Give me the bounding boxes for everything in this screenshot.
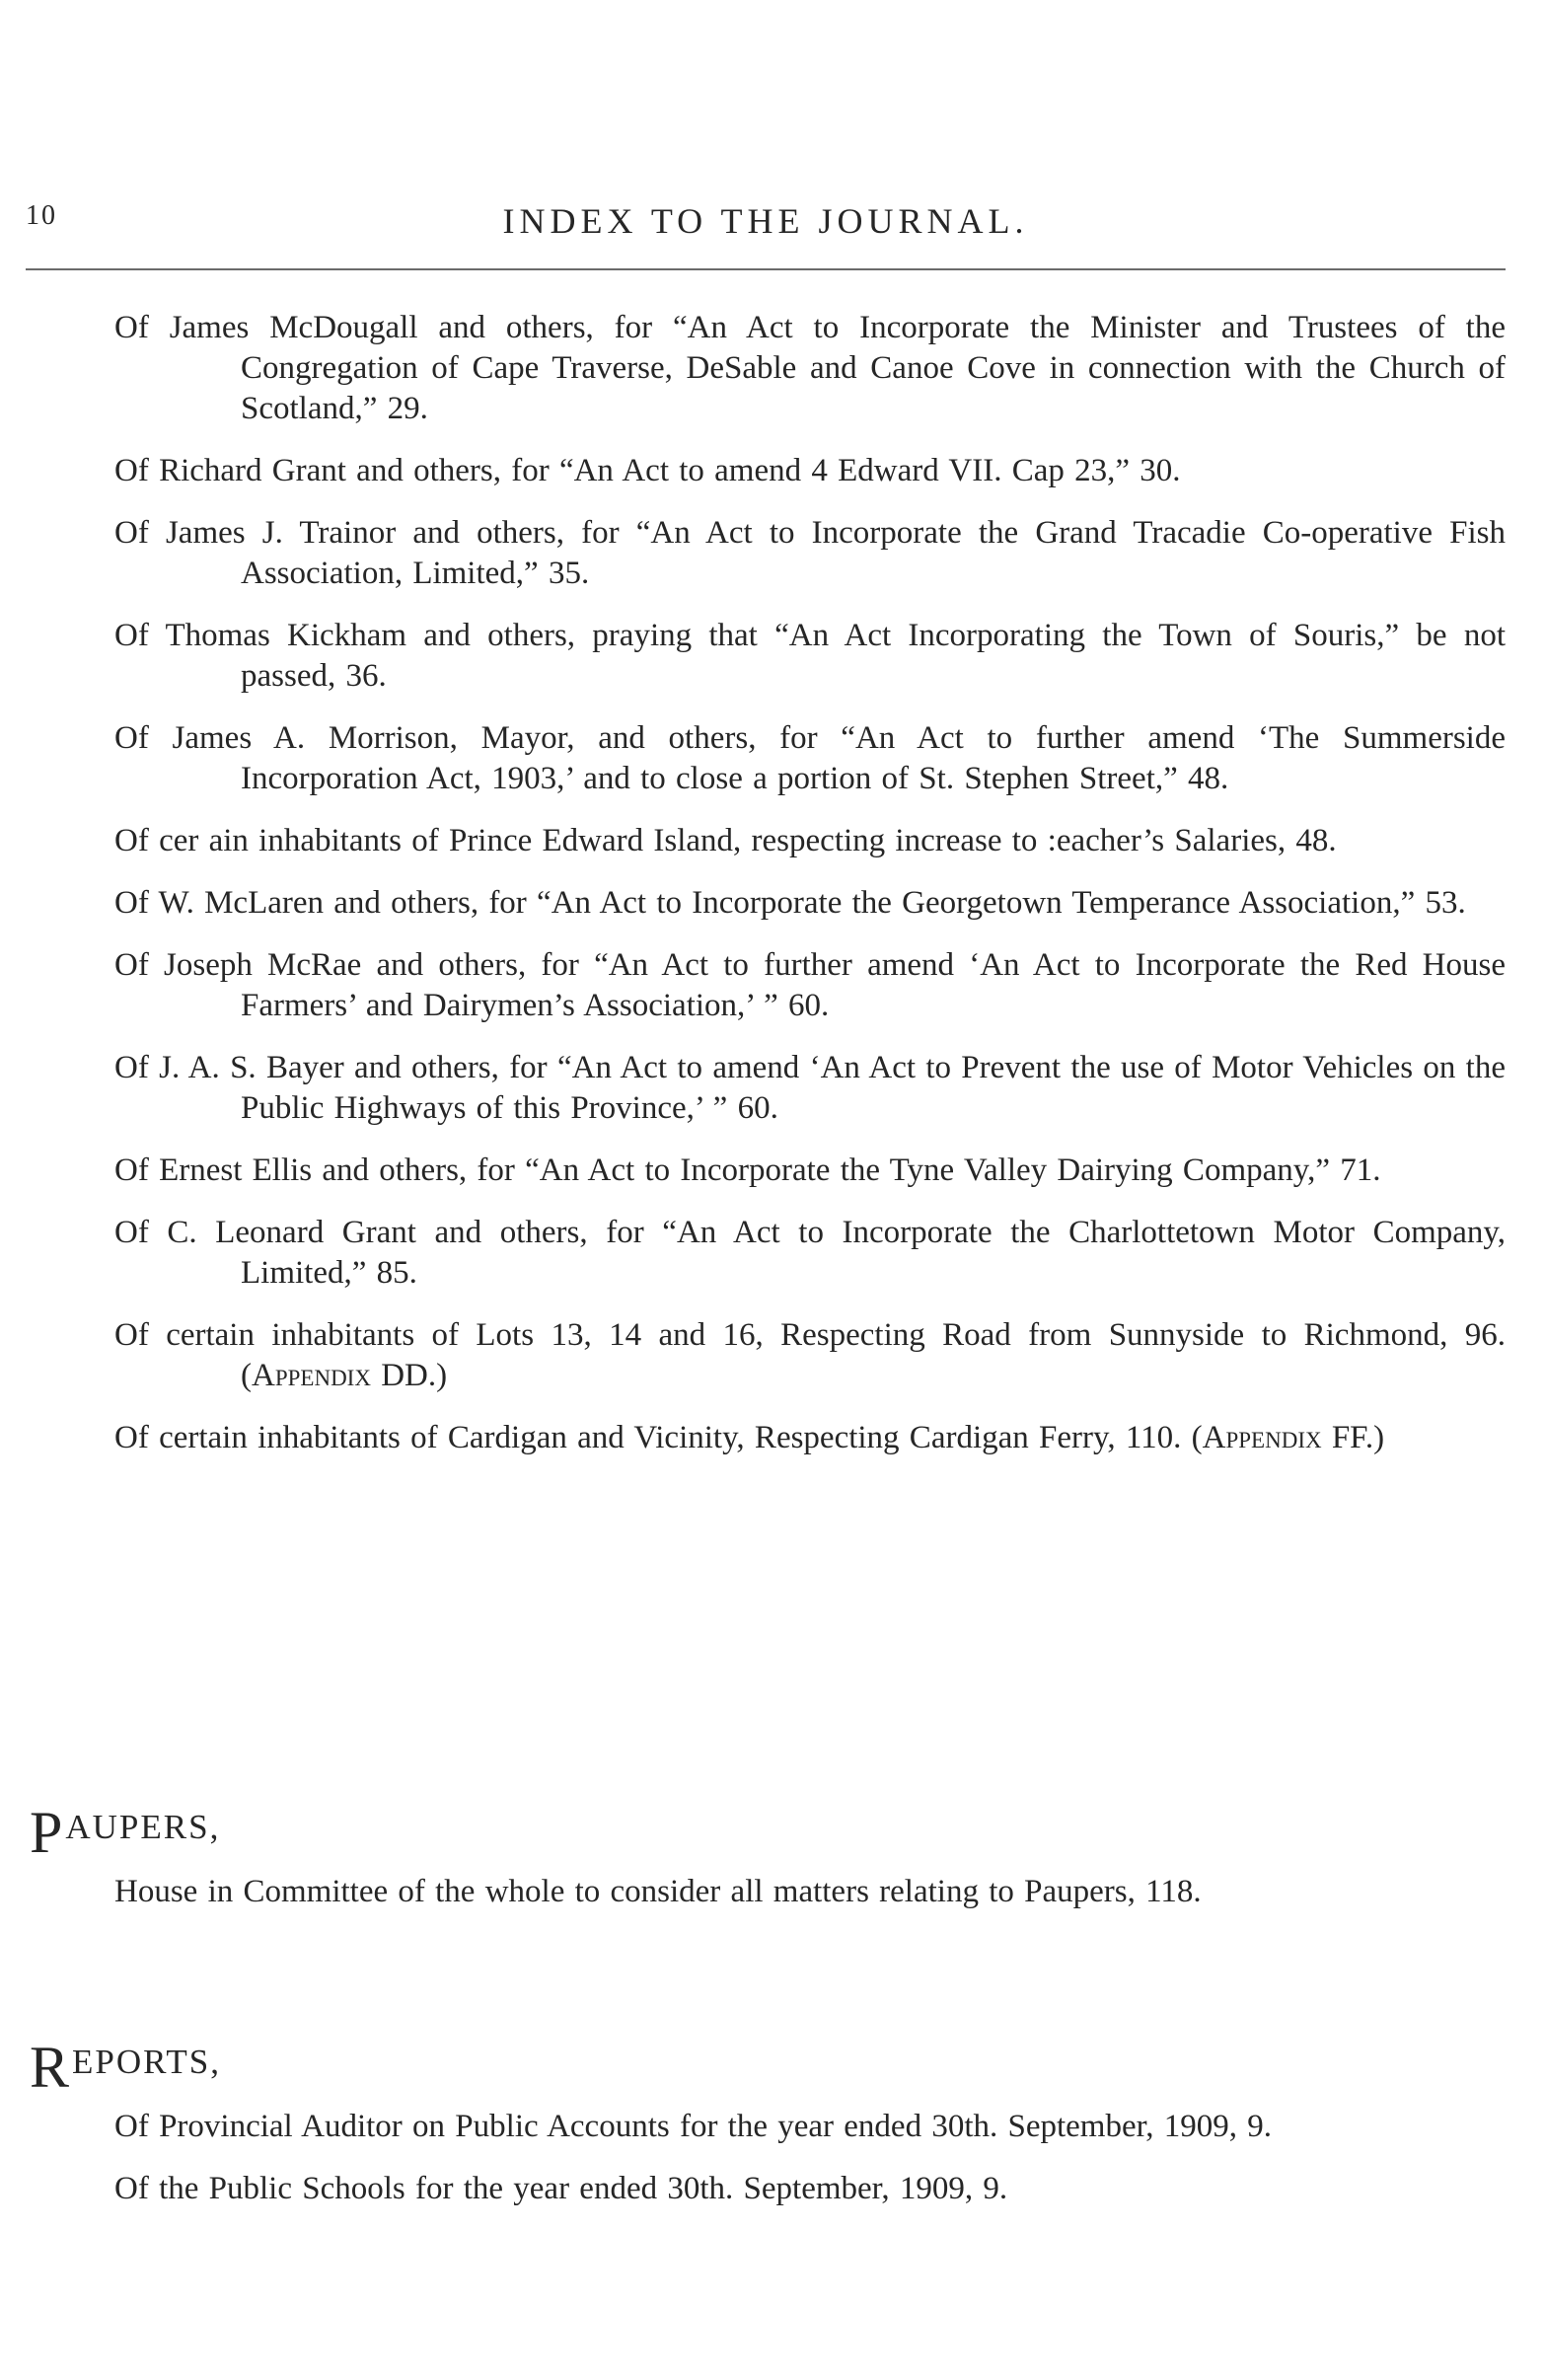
section-reports [30, 2035, 1506, 2231]
index-entry [114, 1151, 1506, 1191]
page-header [26, 200, 1506, 248]
entry-text: Of certain inhabitants of Lots 13, 14 and 16, Respecting Road from Sunnyside to Richmond, 96. [114, 1317, 1506, 1353]
index-entry [114, 2107, 1506, 2147]
index-entry [114, 616, 1506, 697]
section-paupers [30, 1800, 1506, 1934]
entry-text: Of James McDougall and others, for “An Act to Incorporate the Minister and Trustees of the Congregation of Cape Traverse, DeSable and Canoe Cove in connection with the Church of Scotland,” 29. [114, 310, 1506, 426]
section-heading [30, 1800, 1506, 1865]
heading-initial: R [30, 2035, 72, 2100]
entry-text: Of C. Leonard Grant and others, for “An Act to Incorporate the Charlottetown Motor Company, Limited,” 85. [114, 1215, 1506, 1291]
entry-text: Of James A. Morrison, Mayor, and others, for “An Act to further amend ‘The Summerside Incorporation Act, 1903,’ and to close a portion of St. Stephen Street,” 48. [114, 720, 1506, 796]
index-entry [114, 1418, 1506, 1458]
entry-text: Of certain inhabitants of Cardigan and Vicinity, Respecting Cardigan Ferry, 110. [114, 1420, 1182, 1455]
index-entry [114, 821, 1506, 861]
header-rule [26, 268, 1506, 270]
appendix-reference: (Appendix FF.) [1191, 1420, 1385, 1455]
entry-text: Of Joseph McRae and others, for “An Act to further amend ‘An Act to Incorporate the Red House Farmers’ and Dairymen’s Association,’ ” 60. [114, 947, 1506, 1023]
entry-text: Of the Public Schools for the year ended 30th. September, 1909, 9. [114, 2171, 1008, 2206]
index-entry [114, 883, 1506, 924]
index-entry [114, 1048, 1506, 1129]
heading-initial: P [30, 1800, 65, 1865]
index-entry [114, 451, 1506, 491]
index-entry [114, 945, 1506, 1026]
index-entry [114, 513, 1506, 594]
index-entry [114, 308, 1506, 429]
index-entry [114, 1213, 1506, 1294]
appendix-reference: (Appendix DD.) [241, 1358, 448, 1393]
entry-text: Of Provincial Auditor on Public Accounts for the year ended 30th. September, 1909, 9. [114, 2109, 1273, 2144]
entry-text: House in Committee of the whole to consider all matters relating to Paupers, 118. [114, 1874, 1202, 1909]
paupers-entries [114, 1872, 1506, 1912]
entry-text: Of Thomas Kickham and others, praying that “An Act Incorporating the Town of Souris,” be not passed, 36. [114, 618, 1506, 694]
index-entry [114, 2169, 1506, 2209]
entry-text: Of J. A. S. Bayer and others, for “An Act to amend ‘An Act to Prevent the use of Motor Vehicles on the Public Highways of this Province,’ ” 60. [114, 1050, 1506, 1126]
entry-text: Of Richard Grant and others, for “An Act to amend 4 Edward VII. Cap 23,” 30. [114, 453, 1181, 488]
entry-text: Of Ernest Ellis and others, for “An Act to Incorporate the Tyne Valley Dairying Company,” 71. [114, 1153, 1381, 1188]
heading-rest: AUPERS, [65, 1808, 221, 1846]
entry-text: Of James J. Trainor and others, for “An Act to Incorporate the Grand Tracadie Co-operative Fish Association, Limited,” 35. [114, 515, 1506, 591]
page-number: 10 [26, 200, 57, 231]
index-entry [114, 1315, 1506, 1396]
index-entry [114, 718, 1506, 799]
section-heading [30, 2035, 1506, 2100]
petition-list [114, 308, 1506, 1480]
entry-text: Of W. McLaren and others, for “An Act to Incorporate the Georgetown Temperance Association,” 53. [114, 885, 1466, 921]
running-head: INDEX TO THE JOURNAL. [502, 201, 1029, 241]
reports-entries [114, 2107, 1506, 2209]
index-entry [114, 1872, 1506, 1912]
heading-rest: EPORTS, [72, 2043, 221, 2081]
entry-text: Of cer ain inhabitants of Prince Edward Island, respecting increase to :eacher’s Salaries, 48. [114, 823, 1337, 858]
